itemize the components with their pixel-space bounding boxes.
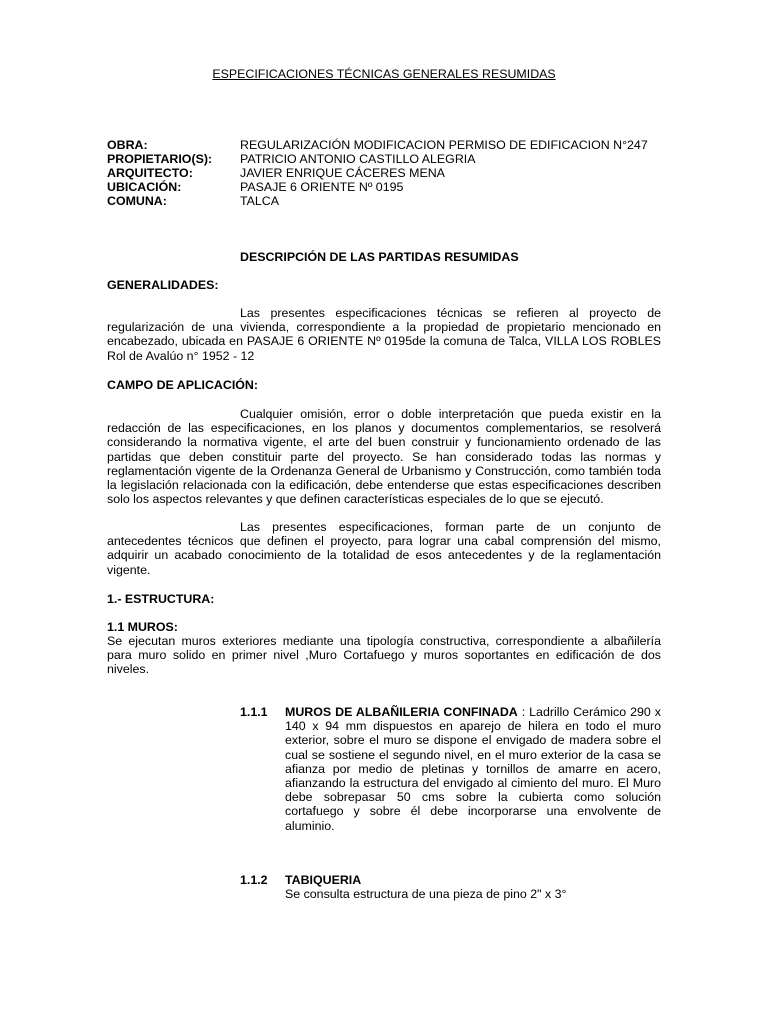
header-value-propietario: PATRICIO ANTONIO CASTILLO ALEGRIA [240,152,476,166]
item-111-title: MUROS DE ALBAÑILERIA CONFINADA [285,705,518,719]
generalidades-heading: GENERALIDADES: [107,278,219,292]
header-label-ubicacion: UBICACIÓN: [107,180,182,194]
campo-heading: CAMPO DE APLICACIÓN: [107,378,258,392]
muros-heading: 1.1 MUROS: [107,620,178,634]
item-111-separator: : [517,705,530,719]
campo-paragraph-2: Las presentes especificaciones, forman parte de un conjunto de antecedentes técnicos que definen el proyecto, para lograr una cabal comprensión del mismo, adquirir un acabado conocimiento de la totalidad de esos antecedentes y de la reglamentación vigente. [107,520,661,577]
header-value-comuna: TALCA [240,194,280,208]
item-111-body [285,705,661,833]
item-112-text: Se consulta estructura de una pieza de pino 2" x 3° [285,887,567,901]
header-label-propietario: PROPIETARIO(S): [107,152,213,166]
header-label-comuna: COMUNA: [107,194,167,208]
campo-paragraph-1: Cualquier omisión, error o doble interpretación que pueda existir en la redacción de las especificaciones, en los planos y documentos complementarios, se resolverá considerando la normativa vigente, el arte del buen construir y funcionamiento ordenado de las partidas que deben constituir parte del proyecto. Se han considerado todas las normas y reglamentación vigente de la Ordenanza General de Urbanismo y Construcción, como también toda la legislación relacionada con la edificación, debe entenderse que estas especificaciones describen solo los aspectos relevantes y que definen características especiales de lo que se ejecutó. [107,407,661,507]
item-111-text: Ladrillo Cerámico 290 x 140 x 94 mm dispuestos en aparejo de hilera en todo el muro exterior, sobre el muro se dispone el envigado de madera sobre el cual se sostiene el segundo nivel, en el muro exterior de la casa se afianza por medio de pletinas y tornillos de amarre en acero, afianzando la estructura del envigado al cimiento del muro. El Muro debe sobrepasar 50 cms sobre la cubierta como solución cortafuego y sobre él debe incorporarse una envolvente de aluminio. [285,705,661,833]
estructura-heading: 1.- ESTRUCTURA: [107,592,215,606]
document-title: ESPECIFICACIONES TÉCNICAS GENERALES RESUMIDAS [212,67,556,81]
header-value-ubicacion: PASAJE 6 ORIENTE Nº 0195 [240,180,404,194]
header-label-obra: OBRA: [107,138,148,152]
section-heading: DESCRIPCIÓN DE LAS PARTIDAS RESUMIDAS [240,250,519,264]
header-value-obra: REGULARIZACIÓN MODIFICACION PERMISO DE EDIFICACION N°247 [240,138,648,152]
item-111-number: 1.1.1 [240,705,268,719]
muros-paragraph: Se ejecutan muros exteriores mediante una tipología constructiva, correspondiente a albañilería para muro solido en primer nivel ,Muro Cortafuego y muros soportantes en edificación de dos niveles. [107,634,661,677]
header-label-arquitecto: ARQUITECTO: [107,166,193,180]
header-value-arquitecto: JAVIER ENRIQUE CÁCERES MENA [240,166,445,180]
item-112-number: 1.1.2 [240,873,268,887]
generalidades-paragraph: Las presentes especificaciones técnicas se refieren al proyecto de regularización de una vivienda, correspondiente a la propiedad de propietario mencionado en encabezado, ubicada en PASAJE 6 ORIENTE Nº 0195de la comuna de Talca, VILLA LOS ROBLES Rol de Avalúo n° 1952 - 12 [107,306,661,363]
item-112-title: TABIQUERIA [285,873,362,887]
